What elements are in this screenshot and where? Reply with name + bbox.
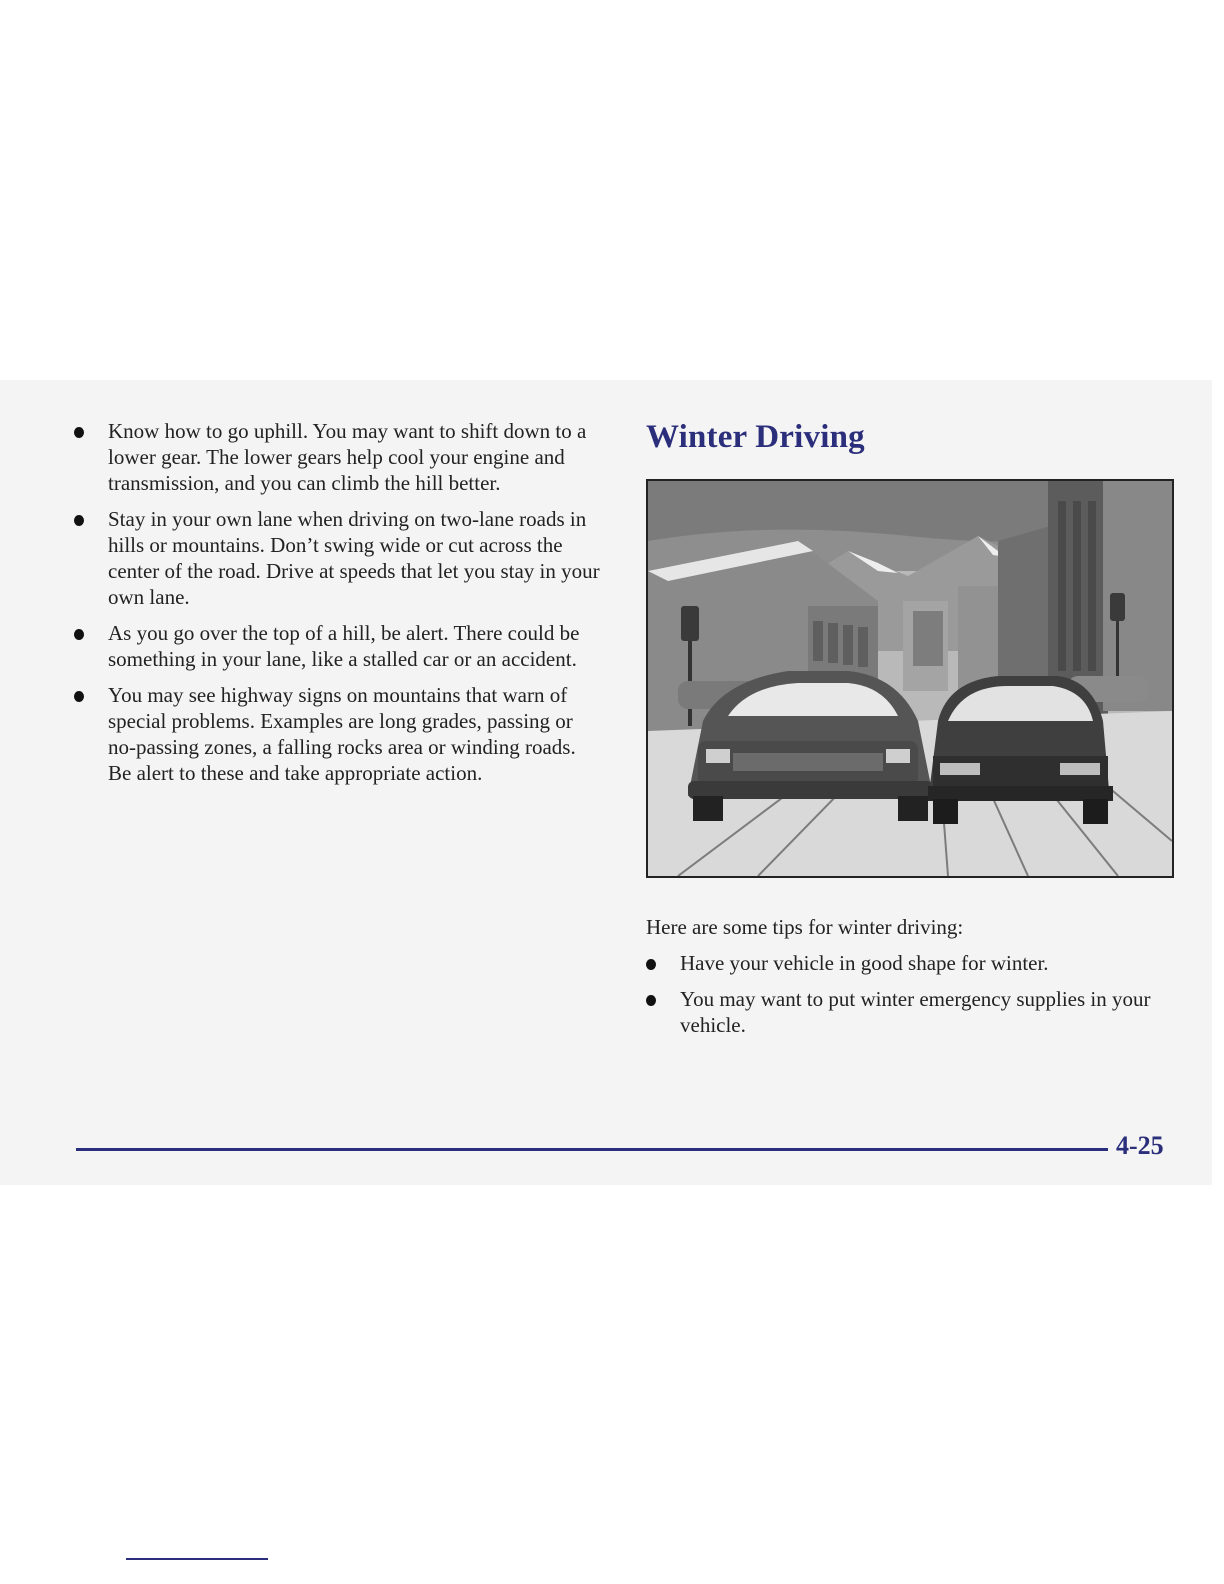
hill-driving-list: [70, 418, 600, 786]
list-item: [70, 418, 600, 496]
bullet-icon: [646, 995, 656, 1006]
list-item-text: You may see highway signs on mountains that warn of special problems. Examples are long grades, passing or no-passing zones, a falling rocks area or winding roads. Be alert to these and take appropriate action.: [108, 683, 576, 785]
list-item-text: Know how to go uphill. You may want to shift down to a lower gear. The lower gears help cool your engine and transmission, and you can climb the hill better.: [108, 419, 587, 495]
list-item: [642, 950, 1176, 976]
list-item-text: You may want to put winter emergency supplies in your vehicle.: [680, 987, 1151, 1037]
list-item: [70, 682, 600, 786]
tips-intro: Here are some tips for winter driving:: [646, 915, 964, 939]
winter-tips-list: [642, 950, 1176, 1048]
list-item-text: As you go over the top of a hill, be alert. There could be something in your lane, like a stalled car or an accident.: [108, 621, 580, 671]
bullet-icon: [74, 515, 84, 526]
list-item-text: Stay in your own lane when driving on two-lane roads in hills or mountains. Don’t swing wide or cut across the center of the road. Drive at speeds that let you stay in your own lane.: [108, 507, 600, 609]
bullet-icon: [74, 629, 84, 640]
list-item: [70, 506, 600, 610]
page-number: 4-25: [1116, 1131, 1164, 1160]
bottom-divider: [126, 1558, 268, 1560]
list-item-text: Have your vehicle in good shape for winter.: [680, 951, 1049, 975]
bullet-icon: [646, 959, 656, 970]
bullet-icon: [74, 427, 84, 438]
section-title: Winter Driving: [646, 419, 865, 455]
footer-rule: [76, 1148, 1108, 1151]
bullet-icon: [74, 691, 84, 702]
right-column: [646, 416, 1176, 458]
winter-street-illustration: [646, 479, 1174, 878]
left-column: [70, 418, 600, 796]
list-item: [642, 986, 1176, 1038]
list-item: [70, 620, 600, 672]
